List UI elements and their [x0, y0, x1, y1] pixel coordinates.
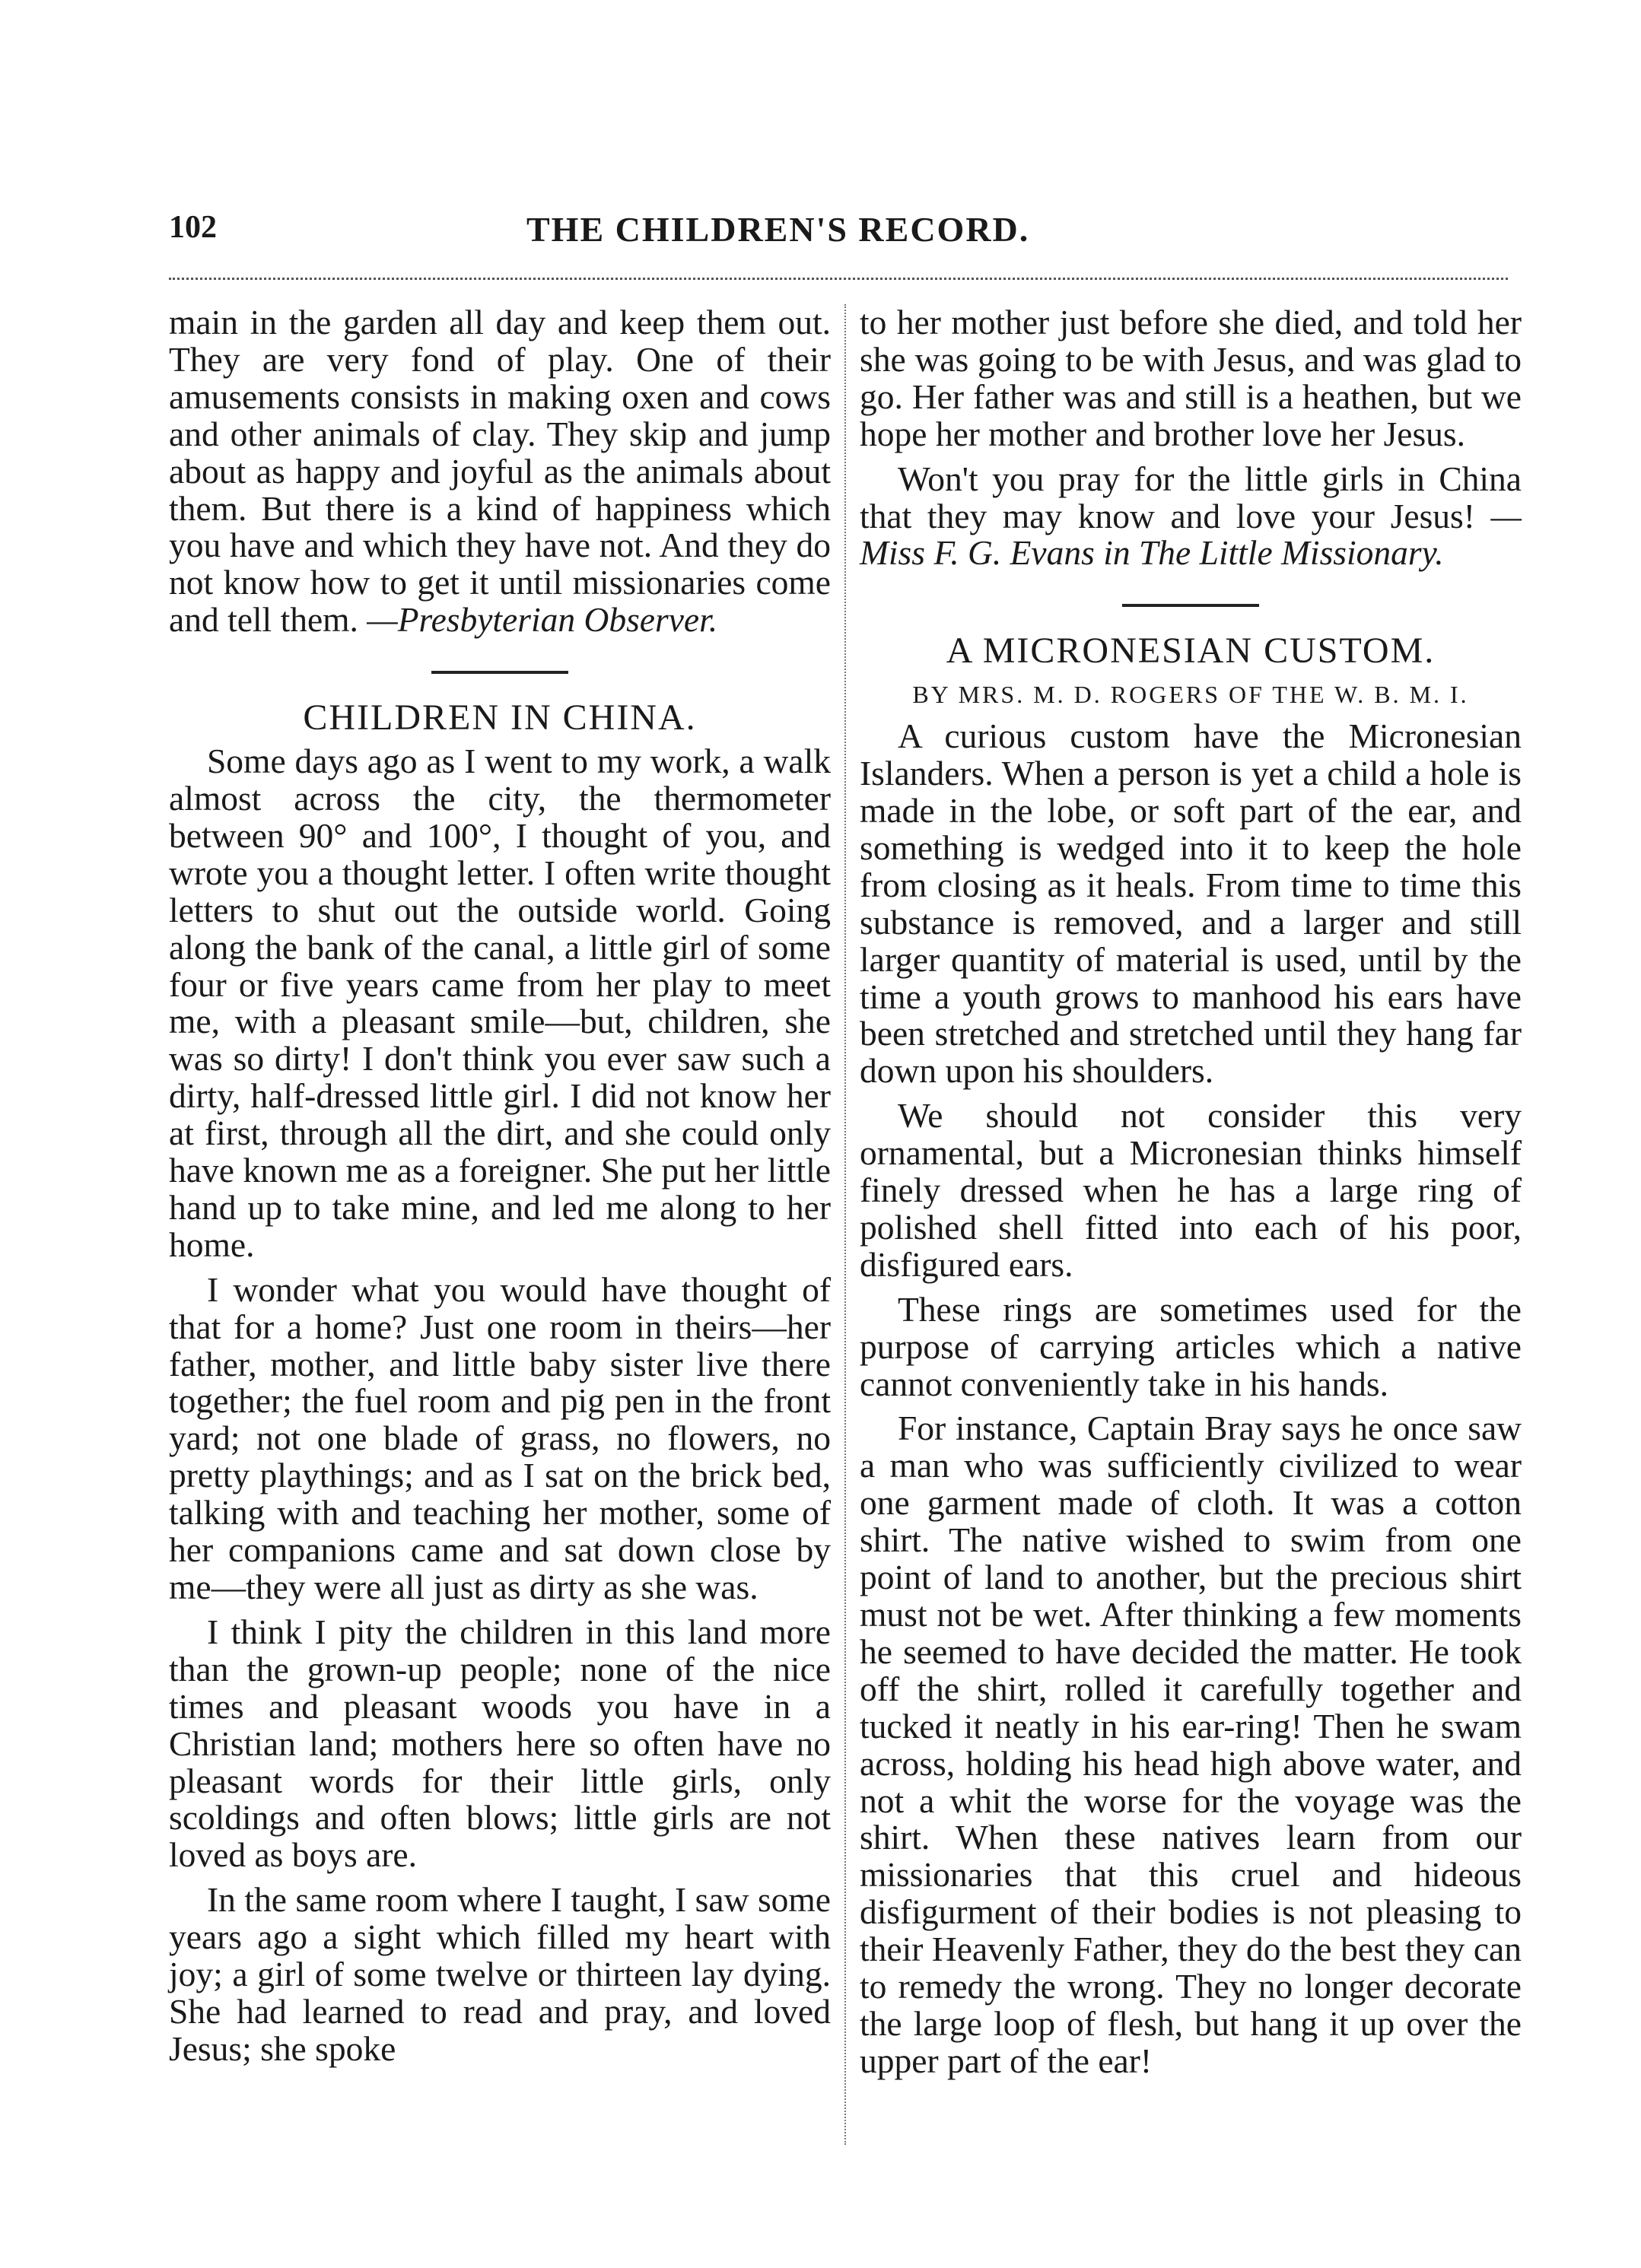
- continued-paragraph: to her mother just before she died, and told her she was going to be with Jesus, and was glad to go. Her father was and still is a heathen, but we hope her mother and brother love her Jesus.: [860, 303, 1522, 453]
- right-column: [860, 304, 1522, 2088]
- continued-paragraph: [860, 461, 1522, 573]
- article-title-children-in-china: CHILDREN IN CHINA.: [303, 697, 697, 739]
- page-number: 102: [169, 210, 217, 245]
- article-paragraph: I think I pity the children in this land more than the grown-up people; none of the nice times and pleasant woods you have in a Christian land; mothers here so often have no pleasant words for their little girls, only scoldings and often blows; little girls are not loved as boys are.: [169, 1612, 831, 1875]
- article-paragraph: These rings are sometimes used for the purpose of carrying articles which a native cannot conveniently take in his hands.: [860, 1289, 1522, 1403]
- page-header: [169, 209, 1508, 255]
- continued-text: Won't you pray for the little girls in China that they may know and love your Jesus!: [860, 459, 1522, 535]
- section-rule: [431, 671, 568, 674]
- article-paragraph: Some days ago as I went to my work, a walk almost across the city, the thermometer between 90° and 100°, I thought of you, and wrote you a thought letter. I often write thought letters to shut out the outside world. Going along the bank of the canal, a little girl of some four or five years came from her play to meet me, with a pleasant smile—but, children, she was so dirty! I don't think you ever saw such a dirty, half-dressed little girl. I did not know her at first, through all the dirt, and she could only have known me as a foreigner. She put her little hand up to take mine, and led me along to her home.: [169, 742, 831, 1264]
- article-paragraph: I wonder what you would have thought of that for a home? Just one room in theirs—her father, mother, and little baby sister live there together; the fuel room and pig pen in the front yard; not one blade of grass, no flowers, no pretty playthings; and as I sat on the brick bed, talking with and teaching her mother, some of her companions came and sat down close by me—they were all just as dirty as she was.: [169, 1269, 831, 1606]
- journal-title: THE CHILDREN'S RECORD.: [526, 210, 1030, 249]
- article-paragraph: We should not consider this very ornamental, but a Micronesian thinks himself finely dressed when he has a large ring of polished shell fitted into each of his poor, disfigured ears.: [860, 1096, 1522, 1284]
- article-paragraph: For instance, Captain Bray says he once saw a man who was sufficiently civilized to wear one garment made of cloth. It was a cotton shirt. The native wished to swim from one point of land to another, but the precious shirt must not be wet. After thinking a few moments he seemed to have decided the matter. He took off the shirt, rolled it carefully together and tucked it neatly in his ear-ring! Then he swam across, holding his head high above water, and not a whit the worse for the voyage was the shirt. When these natives learn from our missionaries that this cruel and hideous disfigurment of their bodies is not pleasing to their Heavenly Father, they do the best they can to remedy the wrong. They no longer decorate the large loop of flesh, but hang it up over the upper part of the ear!: [860, 1409, 1522, 2080]
- continued-attribution: —Presbyterian Observer.: [367, 600, 718, 640]
- header-rule: [169, 278, 1508, 280]
- continued-attribution: —Miss F. G. Evans in The Little Missionary.: [860, 496, 1522, 573]
- continued-text: main in the garden all day and keep them out. They are very fond of play. One of their amusements consists in making oxen and cows and other animals of clay. They skip and jump about as happy and joyful as the animals about them. But there is a kind of happiness which you have and which they have not. And they do not know how to get it until missionaries come and tell them.: [169, 303, 831, 640]
- article-paragraph: In the same room where I taught, I saw some years ago a sight which filled my heart with joy; a girl of some twelve or thirteen lay dying. She had learned to read and pray, and loved Jesus; she spoke: [169, 1880, 831, 2068]
- left-column: [169, 304, 831, 2076]
- article-byline: BY MRS. M. D. ROGERS OF THE W. B. M. I.: [912, 681, 1469, 709]
- section-rule: [1122, 604, 1259, 607]
- column-divider: [844, 304, 846, 2145]
- article-title-micronesian-custom: A MICRONESIAN CUSTOM.: [946, 631, 1436, 672]
- continued-paragraph: [169, 304, 831, 639]
- article-paragraph: A curious custom have the Micronesian Islanders. When a person is yet a child a hole is made in the lobe, or soft part of the ear, and something is wedged into it to keep the hole from closing as it heals. From time to time this substance is removed, and a larger and still larger quantity of material is used, until by the time a youth grows to manhood his ears have been stretched and stretched until they hang far down upon his shoulders.: [860, 716, 1522, 1091]
